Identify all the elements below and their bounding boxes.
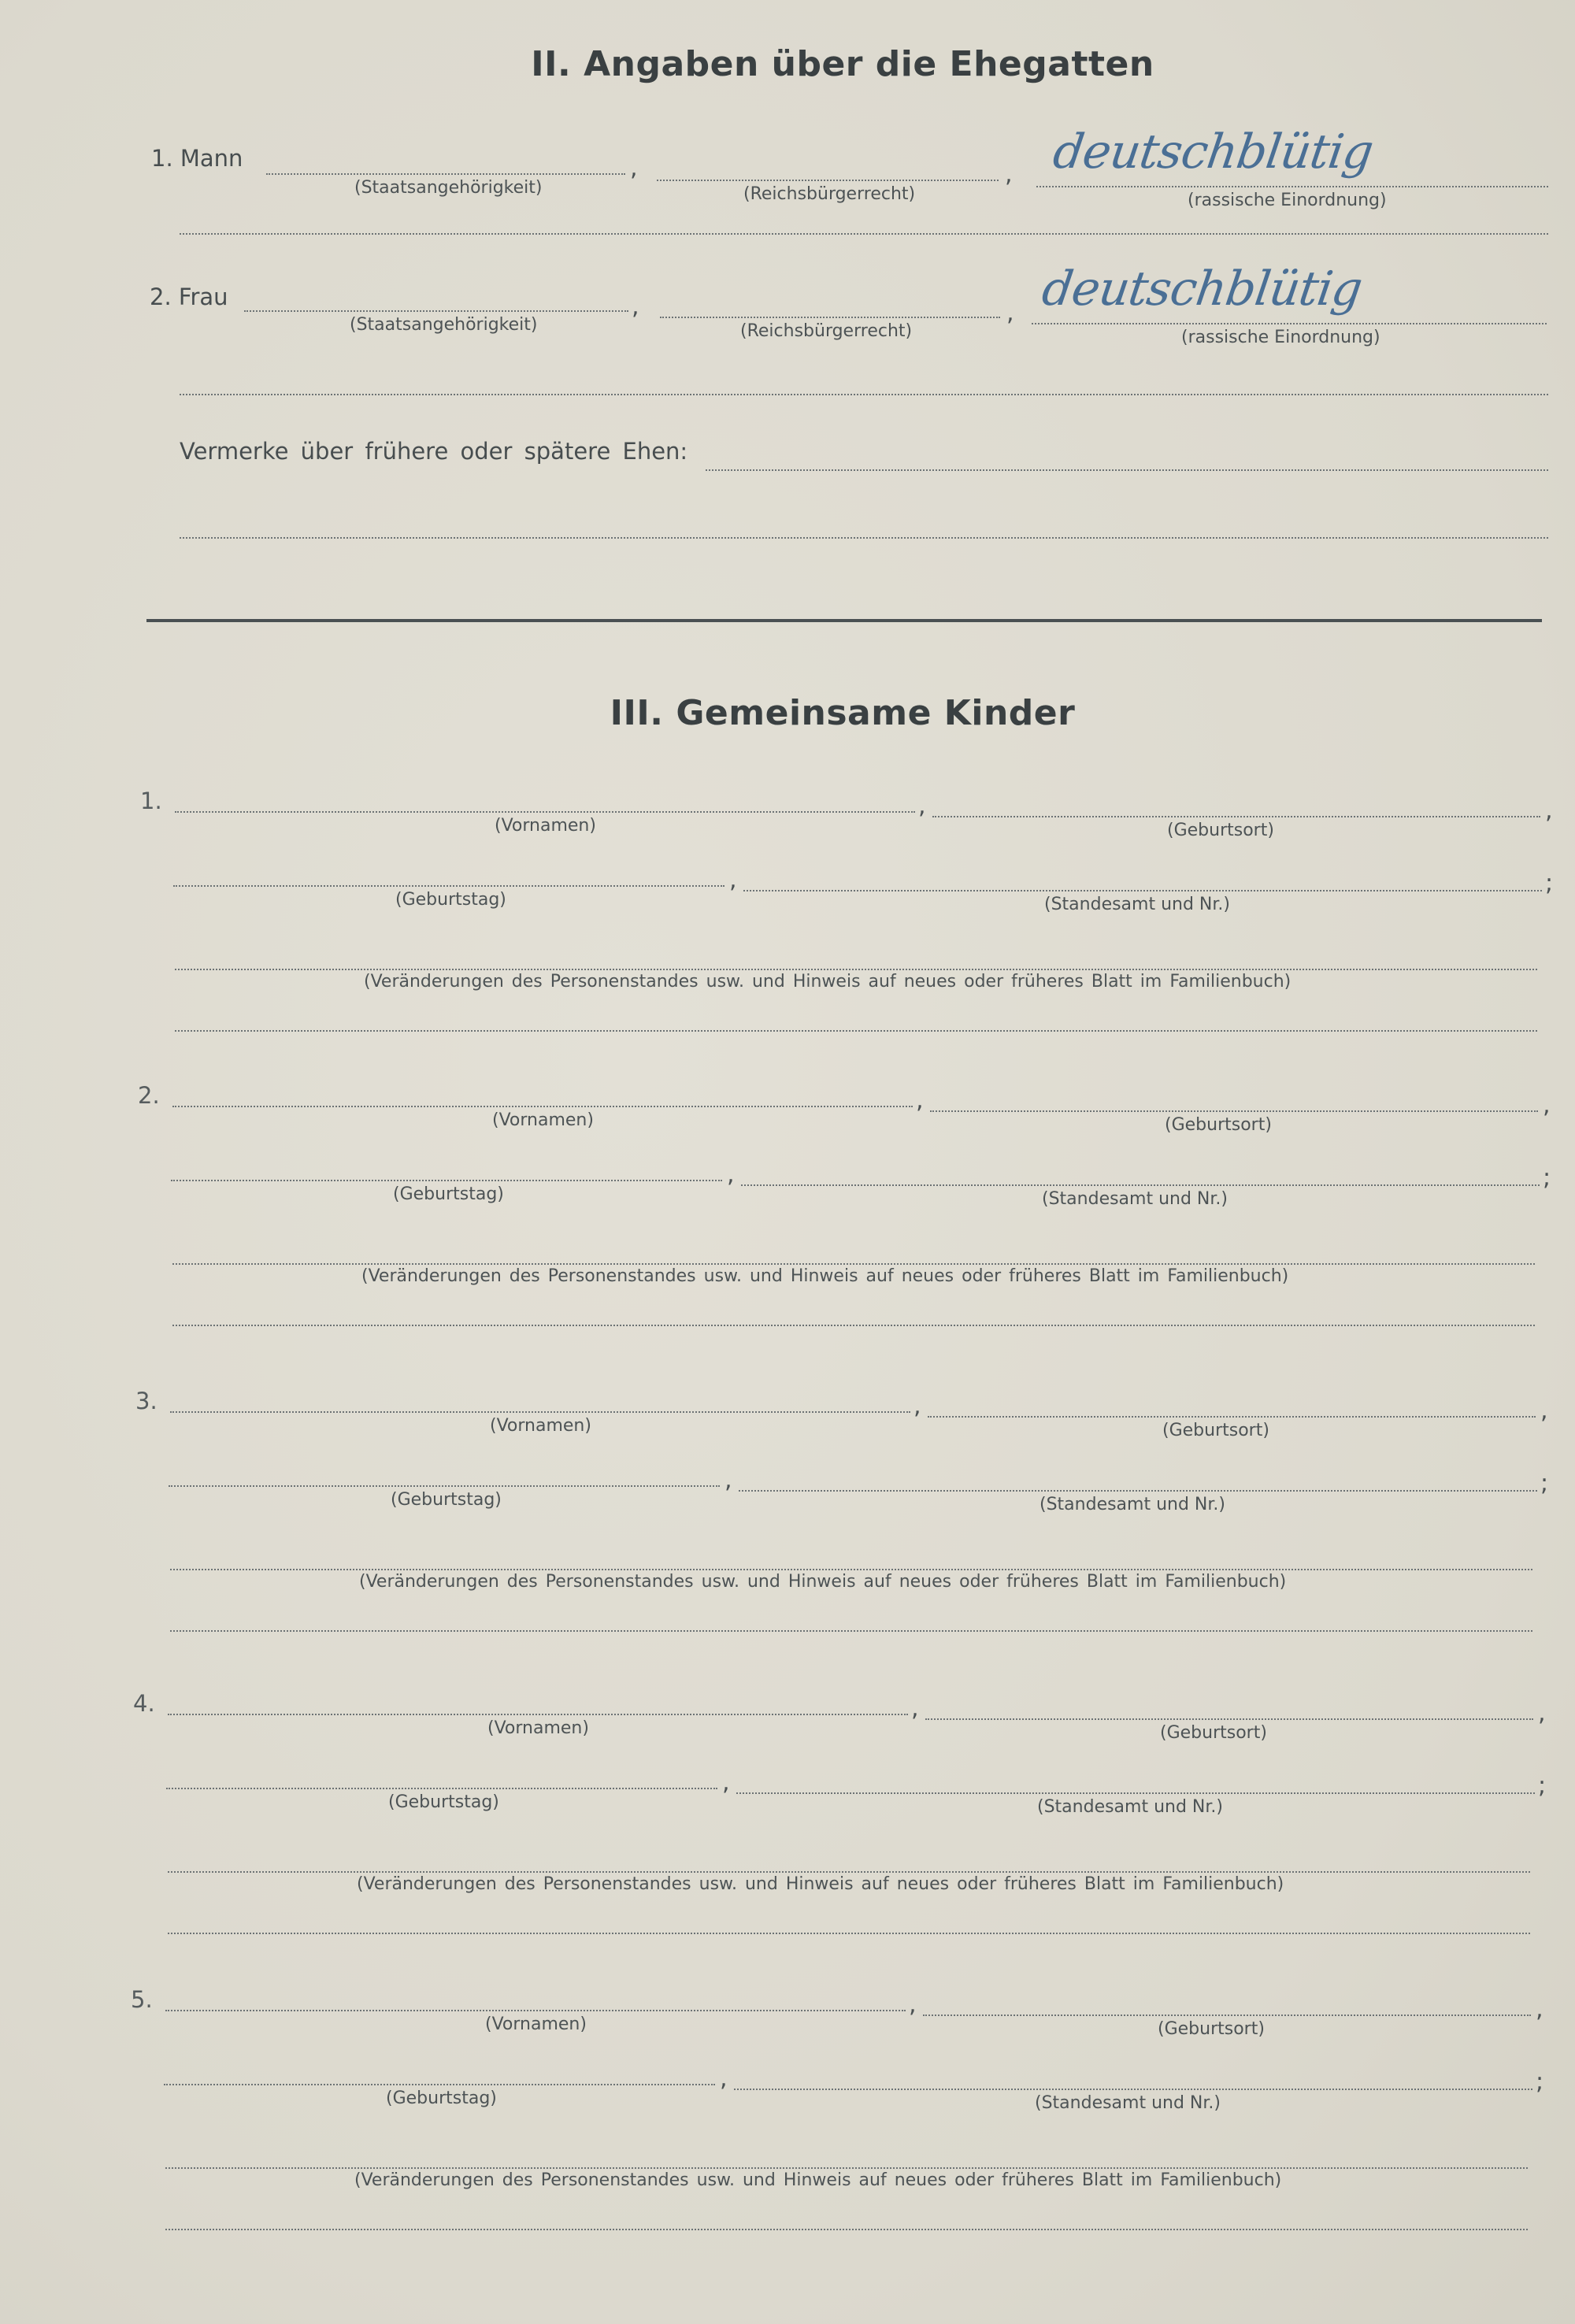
frau-rassische-einordnung-field[interactable]: [1032, 323, 1547, 324]
child-vornamen-field[interactable]: [170, 1411, 910, 1413]
child-vornamen-caption: (Vornamen): [485, 2015, 587, 2034]
child-geburtstag-field[interactable]: [164, 2084, 715, 2085]
mann-continuation-line[interactable]: [180, 233, 1548, 235]
child-standesamt-field[interactable]: [734, 2089, 1532, 2090]
frau-staats-caption: (Staatsangehörigkeit): [350, 315, 538, 335]
section-divider: [146, 619, 1542, 622]
child-standesamt-caption: (Standesamt und Nr.): [1035, 2093, 1221, 2113]
child-geburtsort-caption: (Geburtsort): [1158, 2019, 1265, 2039]
semicolon: ;: [1536, 2068, 1544, 2096]
child-veraenderungen-field[interactable]: [168, 1871, 1530, 1873]
child-number: 3.: [135, 1388, 158, 1414]
child-standesamt-caption: (Standesamt und Nr.): [1040, 1495, 1225, 1514]
child-geburtsort-caption: (Geburtsort): [1165, 1115, 1272, 1135]
child-standesamt-caption: (Standesamt und Nr.): [1044, 895, 1230, 914]
child-standesamt-field[interactable]: [736, 1792, 1535, 1794]
frau-rass-caption: (rassische Einordnung): [1181, 328, 1380, 347]
semicolon: ;: [1545, 869, 1554, 897]
child-vornamen-field[interactable]: [172, 1106, 913, 1107]
child-geburtsort-field[interactable]: [928, 1416, 1536, 1418]
child-vornamen-field[interactable]: [175, 811, 915, 813]
child-geburtsort-field[interactable]: [923, 2015, 1531, 2016]
child-geburtstag-caption: (Geburtstag): [391, 1490, 502, 1510]
child-standesamt-field[interactable]: [741, 1184, 1540, 1186]
frau-label: 2. Frau: [150, 284, 228, 310]
child-geburtstag-caption: (Geburtstag): [393, 1184, 504, 1204]
comma: ,: [1540, 1397, 1548, 1425]
comma: ,: [720, 2065, 728, 2092]
comma: ,: [1543, 1092, 1551, 1119]
frau-handwritten-entry: deutschblütig: [1039, 261, 1366, 317]
child-vornamen-caption: (Vornamen): [487, 1718, 589, 1738]
child-veraenderungen-field[interactable]: [175, 969, 1537, 970]
child-veraenderungen-caption: (Veränderungen des Personenstandes usw. und Hinweis auf neues oder früheres Blatt im Familienbuch): [359, 1572, 1287, 1592]
mann-rass-caption: (rassische Einordnung): [1188, 191, 1387, 210]
mann-label: 1. Mann: [151, 145, 243, 172]
semicolon: ;: [1543, 1164, 1551, 1192]
comma: ,: [727, 1161, 735, 1188]
child-vornamen-field[interactable]: [168, 1714, 908, 1715]
frau-continuation-line[interactable]: [180, 394, 1548, 395]
child-geburtsort-field[interactable]: [932, 816, 1540, 817]
child-continuation-line[interactable]: [165, 2229, 1528, 2230]
vermerke-field[interactable]: [706, 469, 1548, 471]
child-number: 5.: [131, 1986, 153, 2013]
comma: ,: [1006, 299, 1014, 327]
mann-reich-caption: (Reichsbürgerrecht): [743, 184, 916, 204]
child-number: 2.: [138, 1082, 160, 1109]
child-continuation-line[interactable]: [170, 1630, 1532, 1632]
child-geburtsort-field[interactable]: [925, 1718, 1533, 1720]
frau-reichsbuergerrecht-field[interactable]: [660, 317, 1000, 318]
child-continuation-line[interactable]: [175, 1030, 1537, 1032]
comma: ,: [724, 1466, 732, 1494]
mann-reichsbuergerrecht-field[interactable]: [657, 180, 999, 181]
comma: ,: [632, 293, 639, 321]
comma: ,: [729, 866, 737, 894]
comma: ,: [1538, 1699, 1546, 1727]
comma: ,: [1005, 161, 1013, 188]
child-geburtstag-field[interactable]: [166, 1788, 717, 1789]
child-veraenderungen-caption: (Veränderungen des Personenstandes usw. und Hinweis auf neues oder früheres Blatt im Familienbuch): [364, 972, 1292, 991]
comma: ,: [916, 1087, 924, 1114]
child-geburtstag-caption: (Geburtstag): [395, 890, 506, 910]
section-3-title: III. Gemeinsame Kinder: [610, 693, 1076, 733]
child-veraenderungen-caption: (Veränderungen des Personenstandes usw. und Hinweis auf neues oder früheres Blatt im Familienbuch): [357, 1874, 1284, 1894]
section-2-title: II. Angaben über die Ehegatten: [531, 44, 1154, 84]
child-geburtstag-field[interactable]: [169, 1485, 720, 1487]
comma: ,: [914, 1392, 921, 1420]
child-vornamen-caption: (Vornamen): [495, 816, 596, 836]
comma: ,: [630, 154, 638, 182]
frau-reich-caption: (Reichsbürgerrecht): [740, 321, 913, 341]
child-vornamen-caption: (Vornamen): [492, 1110, 594, 1130]
child-veraenderungen-field[interactable]: [172, 1263, 1535, 1265]
child-number: 1.: [140, 788, 162, 814]
child-veraenderungen-caption: (Veränderungen des Personenstandes usw. und Hinweis auf neues oder früheres Blatt im Familienbuch): [354, 2170, 1282, 2190]
child-standesamt-caption: (Standesamt und Nr.): [1037, 1797, 1223, 1817]
comma: ,: [911, 1695, 919, 1722]
mann-handwritten-entry: deutschblütig: [1050, 124, 1377, 180]
child-geburtsort-field[interactable]: [930, 1110, 1538, 1112]
comma: ,: [1536, 1996, 1544, 2023]
child-geburtstag-caption: (Geburtstag): [386, 2089, 497, 2108]
child-veraenderungen-field[interactable]: [170, 1569, 1532, 1570]
semicolon: ;: [1538, 1772, 1547, 1800]
comma: ,: [722, 1769, 730, 1796]
child-geburtstag-caption: (Geburtstag): [388, 1792, 499, 1812]
vermerke-continuation-line[interactable]: [180, 537, 1548, 539]
child-geburtsort-caption: (Geburtsort): [1160, 1723, 1267, 1743]
child-continuation-line[interactable]: [168, 1933, 1530, 1934]
child-number: 4.: [133, 1690, 155, 1717]
child-veraenderungen-field[interactable]: [165, 2167, 1528, 2169]
child-vornamen-caption: (Vornamen): [490, 1416, 591, 1436]
comma: ,: [909, 1991, 917, 2018]
child-geburtsort-caption: (Geburtsort): [1162, 1421, 1269, 1440]
child-standesamt-caption: (Standesamt und Nr.): [1042, 1189, 1228, 1209]
mann-staats-caption: (Staatsangehörigkeit): [354, 178, 543, 198]
frau-staatsangehoerigkeit-field[interactable]: [244, 310, 628, 312]
semicolon: ;: [1540, 1470, 1549, 1497]
vermerke-label: Vermerke über frühere oder spätere Ehen:: [180, 438, 688, 465]
mann-rassische-einordnung-field[interactable]: [1036, 186, 1548, 187]
comma: ,: [1545, 797, 1553, 825]
child-standesamt-field[interactable]: [739, 1490, 1537, 1492]
child-standesamt-field[interactable]: [743, 890, 1542, 891]
child-vornamen-field[interactable]: [165, 2010, 906, 2011]
child-continuation-line[interactable]: [172, 1325, 1535, 1326]
mann-staatsangehoerigkeit-field[interactable]: [266, 173, 625, 175]
child-veraenderungen-caption: (Veränderungen des Personenstandes usw. und Hinweis auf neues oder früheres Blatt im Familienbuch): [361, 1266, 1289, 1286]
child-geburtstag-field[interactable]: [171, 1180, 722, 1181]
child-geburtstag-field[interactable]: [173, 885, 724, 887]
comma: ,: [918, 792, 926, 820]
child-geburtsort-caption: (Geburtsort): [1167, 821, 1274, 840]
